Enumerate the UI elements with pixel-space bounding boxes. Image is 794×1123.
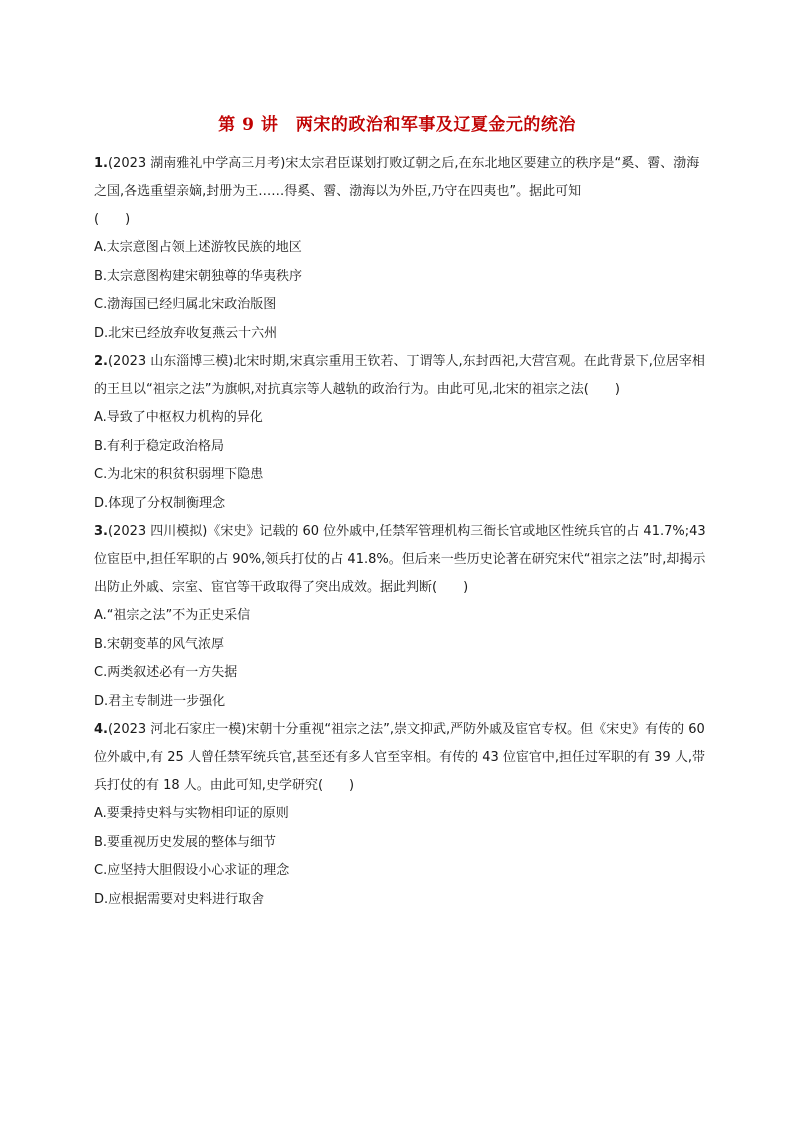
- option-b: B.要重视历史发展的整体与细节: [94, 834, 277, 850]
- question-text: 《宋史》记载的 60 位外戚中,任禁军管理机构三衙长官或地区性统兵官的占 41.7%;43 位宦臣中,担任军职的占 90%,领兵打仗的占 41.8%。但后来一些历史论著在研究宋代“祖宗之法”时,却揭示出防止外戚、宗室、宦官等干政取得了突出成效。据此判断: [94, 524, 706, 595]
- question-2: [94, 348, 706, 518]
- option-b: B.有利于稳定政治格局: [94, 438, 225, 454]
- question-text: 宋太宗君臣谋划打败辽朝之后,在东北地区要建立的秩序是“奚、霫、渤海之国,各选重望亲嫡,封册为王……得奚、霫、渤海以为外臣,乃守在四夷也”。据此可知: [94, 156, 700, 199]
- question-number: 4.: [94, 722, 108, 737]
- question-text: 北宋时期,宋真宗重用王钦若、丁谓等人,东封西祀,大营宫观。在此背景下,位居宰相的王旦以“祖宗之法”为旗帜,对抗真宗等人越轨的政治行为。由此可见,北宋的祖宗之法: [94, 354, 705, 397]
- question-stem: [94, 348, 706, 404]
- option-b: B.宋朝变革的风气浓厚: [94, 636, 225, 652]
- answer-blank: ( ): [317, 778, 355, 793]
- option-a: A.太宗意图占领上述游牧民族的地区: [94, 240, 302, 255]
- question-source: (2023 四川模拟): [107, 524, 208, 539]
- answer-blank: ( ): [432, 580, 469, 595]
- option-d: D.北宋已经放弃收复燕云十六州: [94, 325, 278, 341]
- question-text: 宋朝十分重视“祖宗之法”,崇文抑武,严防外戚及宦官专权。但《宋史》有传的 60 位外戚中,有 25 人曾任禁军统兵官,甚至还有多人官至宰相。有传的 43 位宦官中,担任过军职的有 39 人,带兵打仗的有 18 人。由此可知,史学研究: [94, 722, 705, 793]
- option-a: A.“祖宗之法”不为正史采信: [94, 608, 251, 623]
- question-stem: [94, 716, 706, 800]
- option-d: D.君主专制进一步强化: [94, 693, 226, 709]
- option-c: C.为北宋的积贫积弱埋下隐患: [94, 467, 264, 482]
- question-list: [94, 150, 706, 914]
- question-stem: [94, 518, 706, 602]
- question-number: 3.: [94, 524, 108, 539]
- page-title: 第 9 讲 两宋的政治和军事及辽夏金元的统治: [218, 115, 576, 135]
- answer-blank: ( ): [94, 212, 131, 227]
- question-4: [94, 716, 706, 914]
- question-number: 2.: [94, 354, 108, 369]
- question-source: (2023 湖南雅礼中学高三月考): [107, 156, 286, 171]
- question-source: (2023 山东淄博三模): [107, 354, 234, 369]
- option-a: A.要秉持史料与实物相印证的原则: [94, 806, 289, 821]
- question-3: [94, 518, 706, 716]
- option-a: A.导致了中枢权力机构的异化: [94, 410, 263, 425]
- answer-blank: ( ): [583, 382, 620, 397]
- question-source: (2023 河北石家庄一模): [107, 722, 247, 737]
- option-d: D.体现了分权制衡理念: [94, 495, 226, 511]
- option-d: D.应根据需要对史料进行取舍: [94, 891, 265, 907]
- option-b: B.太宗意图构建宋朝独尊的华夷秩序: [94, 268, 303, 284]
- option-c: C.两类叙述必有一方失据: [94, 665, 238, 680]
- question-stem: [94, 150, 706, 234]
- question-number: 1.: [94, 156, 108, 171]
- question-1: [94, 150, 706, 348]
- option-c: C.渤海国已经归属北宋政治版图: [94, 297, 277, 312]
- option-c: C.应坚持大胆假设小心求证的理念: [94, 863, 290, 878]
